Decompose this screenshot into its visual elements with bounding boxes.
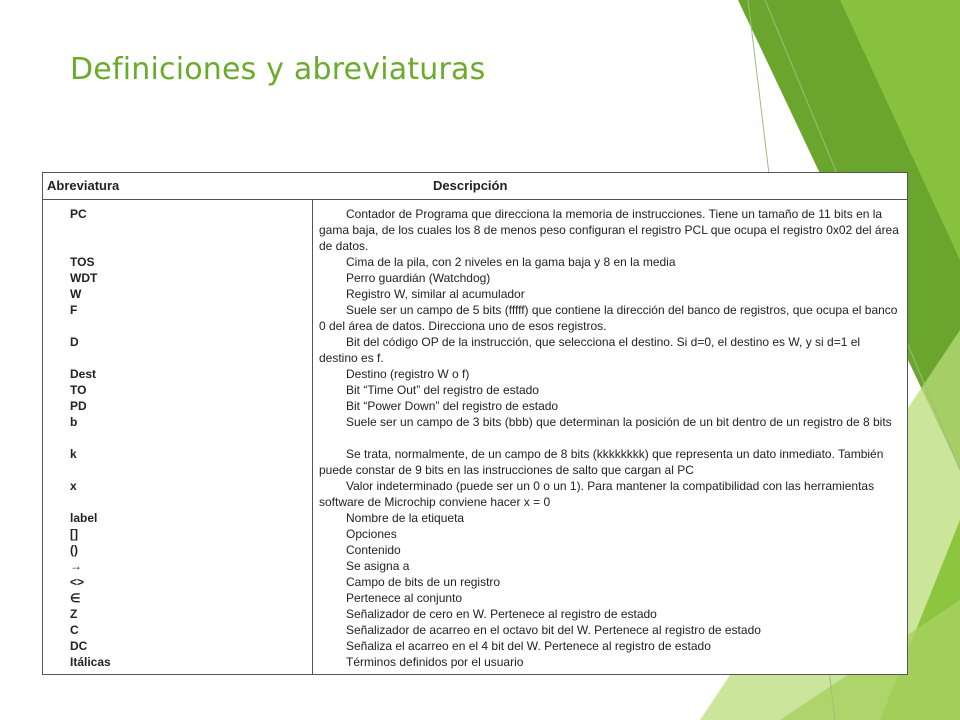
abbrev-cell: <> — [70, 575, 85, 589]
abbrev-cell: x — [70, 479, 77, 493]
abbrev-cell: WDT — [70, 271, 98, 285]
abbrev-cell: → — [70, 559, 82, 573]
description-cell: Campo de bits de un registro — [346, 575, 501, 589]
abbrev-cell: F — [70, 303, 78, 317]
abbrev-cell: PC — [70, 207, 87, 221]
abbrev-cell: PD — [70, 399, 87, 413]
abbrev-cell: ∈ — [70, 591, 81, 605]
abbreviations-table — [42, 172, 908, 675]
description-cell: Bit “Power Down” del registro de estado — [346, 399, 559, 413]
abbrev-cell: k — [70, 447, 77, 461]
abbrev-cell: Itálicas — [70, 655, 111, 669]
column-header-description: Descripción — [433, 178, 508, 193]
description-cell: Opciones — [346, 527, 397, 541]
abbrev-cell: () — [70, 543, 78, 557]
abbrev-cell: TO — [70, 383, 87, 397]
description-cell: Términos definidos por el usuario — [346, 655, 524, 669]
description-cell: Perro guardián (Watchdog) — [346, 271, 491, 285]
description-cell: Se asigna a — [346, 559, 410, 573]
abbrev-cell: C — [70, 623, 79, 637]
description-cell: Cima de la pila, con 2 niveles en la gama baja y 8 en la media — [346, 255, 676, 269]
abbrev-cell: Dest — [70, 367, 97, 381]
abbrev-cell: label — [70, 511, 98, 525]
description-cell: Se trata, normalmente, de un campo de 8 bits (kkkkkkkk) que representa un dato inmediato. También puede constar de 9 bits en las instrucciones de salto que cargan al PC — [319, 447, 884, 477]
description-cell: Señaliza el acarreo en el 4 bit del W. Pertenece al registro de estado — [346, 639, 711, 653]
table-body — [43, 200, 907, 674]
abbrev-cell: b — [70, 415, 78, 429]
description-cell: Señalizador de acarreo en el octavo bit del W. Pertenece al registro de estado — [346, 623, 761, 637]
description-cell: Suele ser un campo de 5 bits (fffff) que contiene la dirección del banco de registros, que ocupa el banco 0 del área de datos. Direcciona uno de esos registros. — [319, 303, 898, 333]
description-cell: Bit del código OP de la instrucción, que selecciona el destino. Si d=0, el destino es W, y si d=1 el destino es f. — [319, 335, 861, 365]
description-cell: Suele ser un campo de 3 bits (bbb) que determinan la posición de un bit dentro de un registro de 8 bits — [346, 415, 892, 429]
table-header — [43, 173, 907, 200]
description-column — [313, 200, 907, 674]
abbreviation-column — [43, 200, 313, 674]
description-cell: Bit “Time Out” del registro de estado — [346, 383, 539, 397]
description-cell: Contenido — [346, 543, 401, 557]
description-cell: Nombre de la etiqueta — [346, 511, 465, 525]
abbrev-cell: Z — [70, 607, 78, 621]
description-cell: Valor indeterminado (puede ser un 0 o un 1). Para mantener la compatibilidad con las herramientas software de Microchip conviene hacer x = 0 — [319, 479, 875, 509]
abbrev-cell: D — [70, 335, 79, 349]
description-cell: Destino (registro W o f) — [346, 367, 470, 381]
abbrev-cell: TOS — [70, 255, 95, 269]
page-title: Definiciones y abreviaturas — [70, 52, 486, 87]
description-cell: Pertenece al conjunto — [346, 591, 463, 605]
description-cell: Registro W, similar al acumulador — [346, 287, 525, 301]
column-header-abbreviation: Abreviatura — [47, 178, 120, 193]
abbrev-cell: [] — [70, 527, 78, 541]
abbrev-cell: DC — [70, 639, 88, 653]
description-cell: Señalizador de cero en W. Pertenece al registro de estado — [346, 607, 657, 621]
abbrev-cell: W — [70, 287, 82, 301]
description-cell: Contador de Programa que direcciona la memoria de instrucciones. Tiene un tamaño de 11 bits en la gama baja, de los cuales los 8 de menos peso configuran el registro PCL que ocupa el registro 0x02 del área de datos. — [319, 207, 899, 253]
